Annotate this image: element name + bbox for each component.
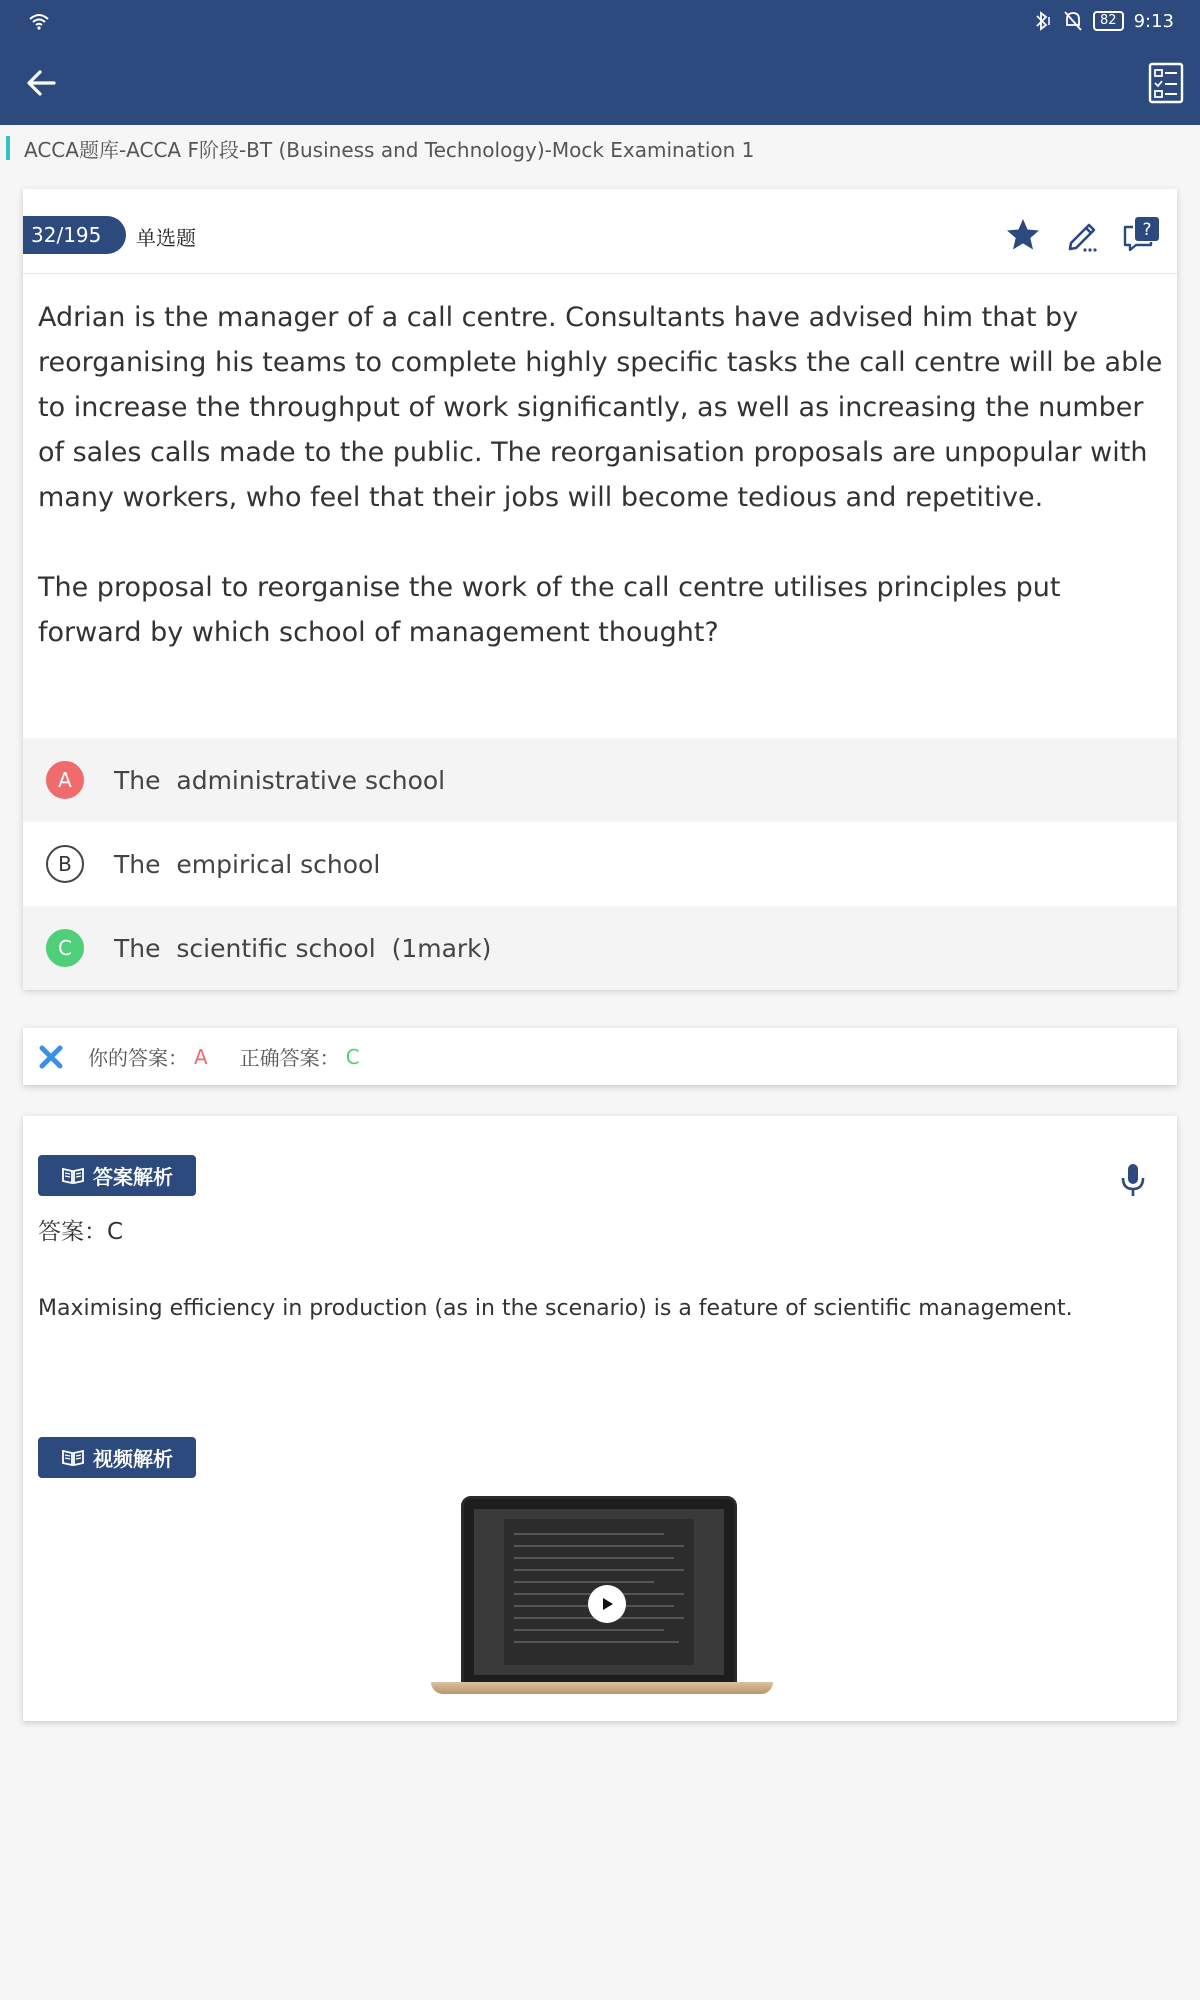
- video-thumbnail[interactable]: [431, 1496, 773, 1700]
- option-text: The administrative school: [114, 765, 446, 795]
- question-list-icon[interactable]: [1148, 62, 1184, 104]
- option-letter-badge: B: [46, 845, 84, 883]
- option-a[interactable]: [23, 738, 1177, 822]
- question-type: 单选题: [136, 226, 196, 250]
- laptop-base: [431, 1682, 773, 1694]
- book-icon: [61, 1167, 85, 1185]
- clock: 9:13: [1133, 10, 1174, 32]
- svg-text:?: ?: [1142, 220, 1152, 240]
- your-answer-value: A: [194, 1044, 208, 1069]
- option-letter-badge: C: [46, 929, 84, 967]
- answer-analysis-label: 答案解析: [93, 1165, 173, 1189]
- favorite-star-icon[interactable]: [1003, 215, 1043, 255]
- question-feedback-icon[interactable]: [1121, 215, 1161, 255]
- answer-line: 答案：C: [38, 1219, 124, 1245]
- video-analysis-tag: [38, 1437, 196, 1478]
- breadcrumb-accent-bar: [6, 136, 10, 160]
- play-button-icon[interactable]: [588, 1585, 626, 1623]
- question-card: [23, 189, 1177, 989]
- note-pen-icon[interactable]: [1063, 215, 1103, 255]
- bluetooth-icon: [1031, 10, 1053, 32]
- answer-result-bar: [23, 1028, 1177, 1085]
- option-text: The empirical school: [114, 849, 381, 879]
- wrong-x-icon: [38, 1044, 64, 1070]
- laptop-screen: [474, 1509, 724, 1675]
- play-triangle-icon: [599, 1596, 615, 1612]
- correct-answer-value: C: [345, 1044, 360, 1069]
- video-analysis-label: 视频解析: [93, 1447, 173, 1471]
- option-text: The scientific school (1mark): [114, 933, 492, 963]
- laptop-screen-frame: [461, 1496, 737, 1686]
- app-bar: [0, 0, 1200, 125]
- breadcrumb: [0, 125, 1200, 171]
- question-counter: 32/195: [23, 216, 126, 254]
- breadcrumb-text: ACCA题库-ACCA F阶段-BT (Business and Technology)-Mock Examination 1: [24, 137, 755, 162]
- question-paragraph: Adrian is the manager of a call centre. Consultants have advised him that by reorganising his teams to complete highly specific tasks the call centre will be able to increase the throughput of work significantly, as well as increasing the number of sales calls made to the public. The reorganisation proposals are unpopular with many workers, who feel that their jobs will become tedious and repetitive.: [38, 302, 1163, 513]
- option-letter-badge: A: [46, 761, 84, 799]
- option-b[interactable]: [23, 822, 1177, 906]
- book-icon: [61, 1449, 85, 1467]
- answer-analysis-tag: [38, 1155, 196, 1196]
- question-header: [23, 189, 1177, 274]
- microphone-icon[interactable]: [1118, 1162, 1148, 1198]
- battery-indicator: 82: [1093, 11, 1124, 31]
- option-c[interactable]: [23, 906, 1177, 990]
- status-bar: [0, 0, 1200, 44]
- question-text: [38, 295, 1168, 655]
- analysis-card: [23, 1116, 1177, 1721]
- correct-answer-label: 正确答案：: [239, 1046, 340, 1070]
- back-arrow-icon[interactable]: [24, 66, 58, 100]
- wifi-icon: [28, 12, 50, 30]
- your-answer-label: 你的答案：: [88, 1046, 188, 1070]
- mute-bell-icon: [1063, 10, 1083, 32]
- explanation-text: Maximising efficiency in production (as in the scenario) is a feature of scientific management.: [38, 1296, 1073, 1321]
- question-paragraph: The proposal to reorganise the work of the call centre utilises principles put forward by which school of management thought?: [38, 572, 1061, 648]
